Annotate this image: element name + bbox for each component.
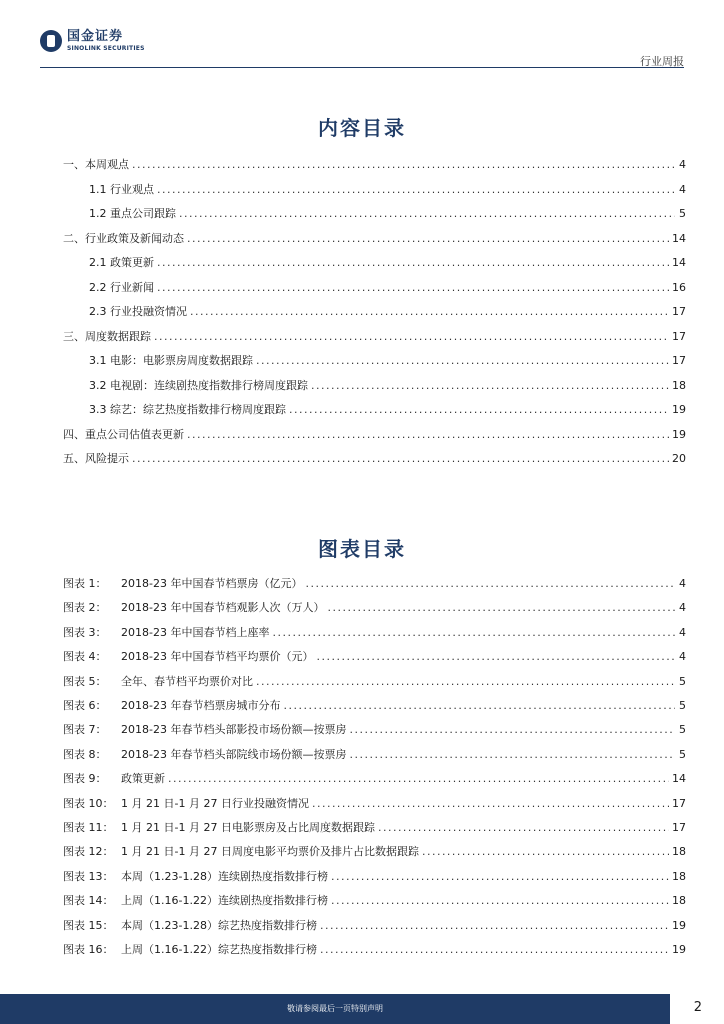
dot-leader xyxy=(349,747,675,763)
figure-entry-label: 2018-23 年春节档头部院线市场份额—按票房 xyxy=(121,747,347,761)
toc-entry-page: 16 xyxy=(672,280,686,294)
dot-leader xyxy=(157,255,669,271)
toc-entry[interactable] xyxy=(89,206,686,222)
toc-entry-page: 14 xyxy=(672,256,686,269)
toc-entry[interactable] xyxy=(63,157,686,173)
figure-entry-number: 图表 10： xyxy=(63,796,114,810)
toc-entry-label: 3.3 综艺：综艺热度指数排行榜周度跟踪 xyxy=(89,403,286,416)
figure-entry[interactable] xyxy=(63,649,686,665)
figure-entry[interactable] xyxy=(63,942,686,958)
toc-title: 内容目录 xyxy=(318,116,406,140)
toc-entry-label: 五、风险提示 xyxy=(63,452,129,465)
page-header xyxy=(0,0,724,70)
dot-leader xyxy=(331,893,669,909)
figure-entry-number: 图表 8： xyxy=(63,747,107,761)
figure-entry-number: 图表 16： xyxy=(63,943,114,956)
page-number: 2 xyxy=(693,1000,702,1015)
toc-entry[interactable] xyxy=(89,304,686,320)
figure-entry-label: 1 月 21 日-1 月 27 日周度电影平均票价及排片占比数据跟踪 xyxy=(121,845,419,859)
toc-entry-page: 19 xyxy=(672,427,686,441)
figure-entry[interactable] xyxy=(63,893,686,909)
dot-leader xyxy=(378,820,669,836)
toc-entry-page: 18 xyxy=(672,378,686,392)
report-type: 行业周报 xyxy=(640,55,684,68)
figure-entry[interactable] xyxy=(63,674,686,690)
figure-entry-page: 18 xyxy=(672,894,686,908)
figure-entry-page: 5 xyxy=(679,747,686,761)
logo-icon xyxy=(40,30,62,52)
figure-entry[interactable] xyxy=(63,869,686,885)
figure-entry[interactable] xyxy=(63,771,686,787)
figure-entry-number: 图表 1： xyxy=(63,577,107,590)
figure-entry-label: 本周（1.23-1.28）综艺热度指数排行榜 xyxy=(121,918,317,932)
toc-entry-label: 3.1 电影：电影票房周度数据跟踪 xyxy=(89,354,253,367)
company-logo xyxy=(40,30,145,52)
figure-entry-label: 2018-23 年中国春节档上座率 xyxy=(121,625,270,639)
figure-entry-number: 图表 7： xyxy=(63,723,107,737)
figure-entry[interactable] xyxy=(63,625,686,641)
dot-leader xyxy=(331,869,669,885)
figure-entry-label: 上周（1.16-1.22）连续剧热度指数排行榜 xyxy=(121,894,328,908)
figure-entry-label: 本周（1.23-1.28）连续剧热度指数排行榜 xyxy=(121,869,328,883)
dot-leader xyxy=(132,157,675,173)
dot-leader xyxy=(132,451,669,467)
toc-entry-label: 1.1 行业观点 xyxy=(89,182,154,196)
toc-entry-label: 四、重点公司估值表更新 xyxy=(63,427,184,441)
figure-entry[interactable] xyxy=(63,576,686,592)
toc-entry[interactable] xyxy=(89,280,686,296)
figure-entry-label: 2018-23 年春节档头部影投市场份额—按票房 xyxy=(121,723,347,737)
dot-leader xyxy=(422,844,669,860)
figure-entry-label: 全年、春节档平均票价对比 xyxy=(121,674,253,688)
figure-entry[interactable] xyxy=(63,918,686,934)
figure-entry-page: 18 xyxy=(672,845,686,859)
toc-entry[interactable] xyxy=(89,378,686,394)
figure-entry[interactable] xyxy=(63,844,686,860)
figure-entry-page: 18 xyxy=(672,869,686,883)
toc-entry[interactable] xyxy=(89,182,686,198)
dot-leader xyxy=(320,942,669,958)
toc-entry[interactable] xyxy=(63,427,686,443)
footer-disclaimer: 敬请参阅最后一页特别声明 xyxy=(287,1004,383,1013)
figure-entry-number: 图表 5： xyxy=(63,674,107,688)
toc-entry-page: 4 xyxy=(679,182,686,196)
figure-entry[interactable] xyxy=(63,820,686,836)
figure-entry-number: 图表 3： xyxy=(63,625,107,639)
logo-cn-text: 国金证券 xyxy=(67,29,124,44)
dot-leader xyxy=(316,649,675,665)
dot-leader xyxy=(272,625,675,641)
dot-leader xyxy=(190,304,669,320)
toc-entry[interactable] xyxy=(63,231,686,247)
page-footer xyxy=(0,994,724,1024)
dot-leader xyxy=(187,231,669,247)
figure-entry-label: 2018-23 年中国春节档票房（亿元） xyxy=(121,577,303,590)
toc-entry-page: 19 xyxy=(672,403,686,416)
figure-entry-label: 1 月 21 日-1 月 27 日行业投融资情况 xyxy=(121,796,309,810)
toc-entry-page: 4 xyxy=(679,158,686,171)
figure-entry-page: 5 xyxy=(679,699,686,712)
dot-leader xyxy=(157,280,669,296)
dot-leader xyxy=(168,771,669,787)
figure-entry-label: 上周（1.16-1.22）综艺热度指数排行榜 xyxy=(121,943,317,956)
figure-entry-page: 17 xyxy=(672,796,686,810)
toc-entry-page: 20 xyxy=(672,452,686,465)
figure-entry-number: 图表 15： xyxy=(63,918,114,932)
toc-entry-label: 1.2 重点公司跟踪 xyxy=(89,207,176,220)
figure-entry-page: 17 xyxy=(672,821,686,834)
figure-entry-label: 2018-23 年中国春节档平均票价（元） xyxy=(121,650,314,664)
toc-entry-page: 17 xyxy=(672,354,686,367)
figure-entry-number: 图表 6： xyxy=(63,699,107,712)
figure-entry-page: 4 xyxy=(679,601,686,615)
dot-leader xyxy=(289,402,669,418)
toc-entry-label: 3.2 电视剧：连续剧热度指数排行榜周度跟踪 xyxy=(89,378,308,392)
figure-entry-number: 图表 13： xyxy=(63,869,114,883)
dot-leader xyxy=(283,698,675,714)
toc-entry-label: 三、周度数据跟踪 xyxy=(63,329,151,343)
figure-entry-label: 政策更新 xyxy=(121,772,165,786)
figure-entry[interactable] xyxy=(63,698,686,714)
toc-entry-label: 2.3 行业投融资情况 xyxy=(89,305,187,318)
logo-en-text: SINOLINK SECURITIES xyxy=(67,45,145,52)
figure-entry-number: 图表 12： xyxy=(63,845,114,859)
figure-entry-page: 19 xyxy=(672,918,686,932)
toc-entry[interactable] xyxy=(63,329,686,345)
figure-entry-number: 图表 2： xyxy=(63,601,107,615)
dot-leader xyxy=(154,329,669,345)
dot-leader xyxy=(256,353,669,369)
dot-leader xyxy=(349,722,675,738)
figure-entry-page: 4 xyxy=(679,650,686,664)
dot-leader xyxy=(157,182,675,198)
figures-title: 图表目录 xyxy=(318,537,406,561)
toc-entry-label: 2.1 政策更新 xyxy=(89,256,154,269)
figure-entry-label: 1 月 21 日-1 月 27 日电影票房及占比周度数据跟踪 xyxy=(121,821,375,834)
figure-entry-page: 5 xyxy=(679,723,686,737)
toc-entry[interactable] xyxy=(89,353,686,369)
figure-entry-number: 图表 9： xyxy=(63,772,107,786)
figure-entry[interactable] xyxy=(63,722,686,738)
dot-leader xyxy=(320,918,669,934)
dot-leader xyxy=(305,576,675,592)
figure-entry-page: 19 xyxy=(672,943,686,956)
dot-leader xyxy=(179,206,675,222)
figure-entry-number: 图表 4： xyxy=(63,650,107,664)
toc-entry-label: 2.2 行业新闻 xyxy=(89,280,154,294)
toc-entry[interactable] xyxy=(63,451,686,467)
figure-entry[interactable] xyxy=(63,796,686,812)
figure-entry-label: 2018-23 年春节档票房城市分布 xyxy=(121,699,281,712)
toc-entry[interactable] xyxy=(89,255,686,271)
figure-entry-number: 图表 14： xyxy=(63,894,114,908)
dot-leader xyxy=(256,674,675,690)
figure-entry-page: 14 xyxy=(672,772,686,786)
dot-leader xyxy=(187,427,669,443)
toc-entry-label: 一、本周观点 xyxy=(63,158,129,171)
toc-entry-page: 14 xyxy=(672,231,686,245)
dot-leader xyxy=(327,600,675,616)
dot-leader xyxy=(312,796,669,812)
toc-entry[interactable] xyxy=(89,402,686,418)
figure-entry-page: 4 xyxy=(679,625,686,639)
toc-entry-page: 5 xyxy=(679,207,686,220)
toc-entry-page: 17 xyxy=(672,305,686,318)
figure-entry-page: 4 xyxy=(679,577,686,590)
figure-entry-label: 2018-23 年中国春节档观影人次（万人） xyxy=(121,601,325,615)
toc-entry-page: 17 xyxy=(672,329,686,343)
header-divider xyxy=(40,67,684,68)
dot-leader xyxy=(311,378,669,394)
figure-entry-number: 图表 11： xyxy=(63,821,114,834)
figure-entry-page: 5 xyxy=(679,674,686,688)
toc-entry-label: 二、行业政策及新闻动态 xyxy=(63,231,184,245)
figure-entry[interactable] xyxy=(63,600,686,616)
figure-entry[interactable] xyxy=(63,747,686,763)
